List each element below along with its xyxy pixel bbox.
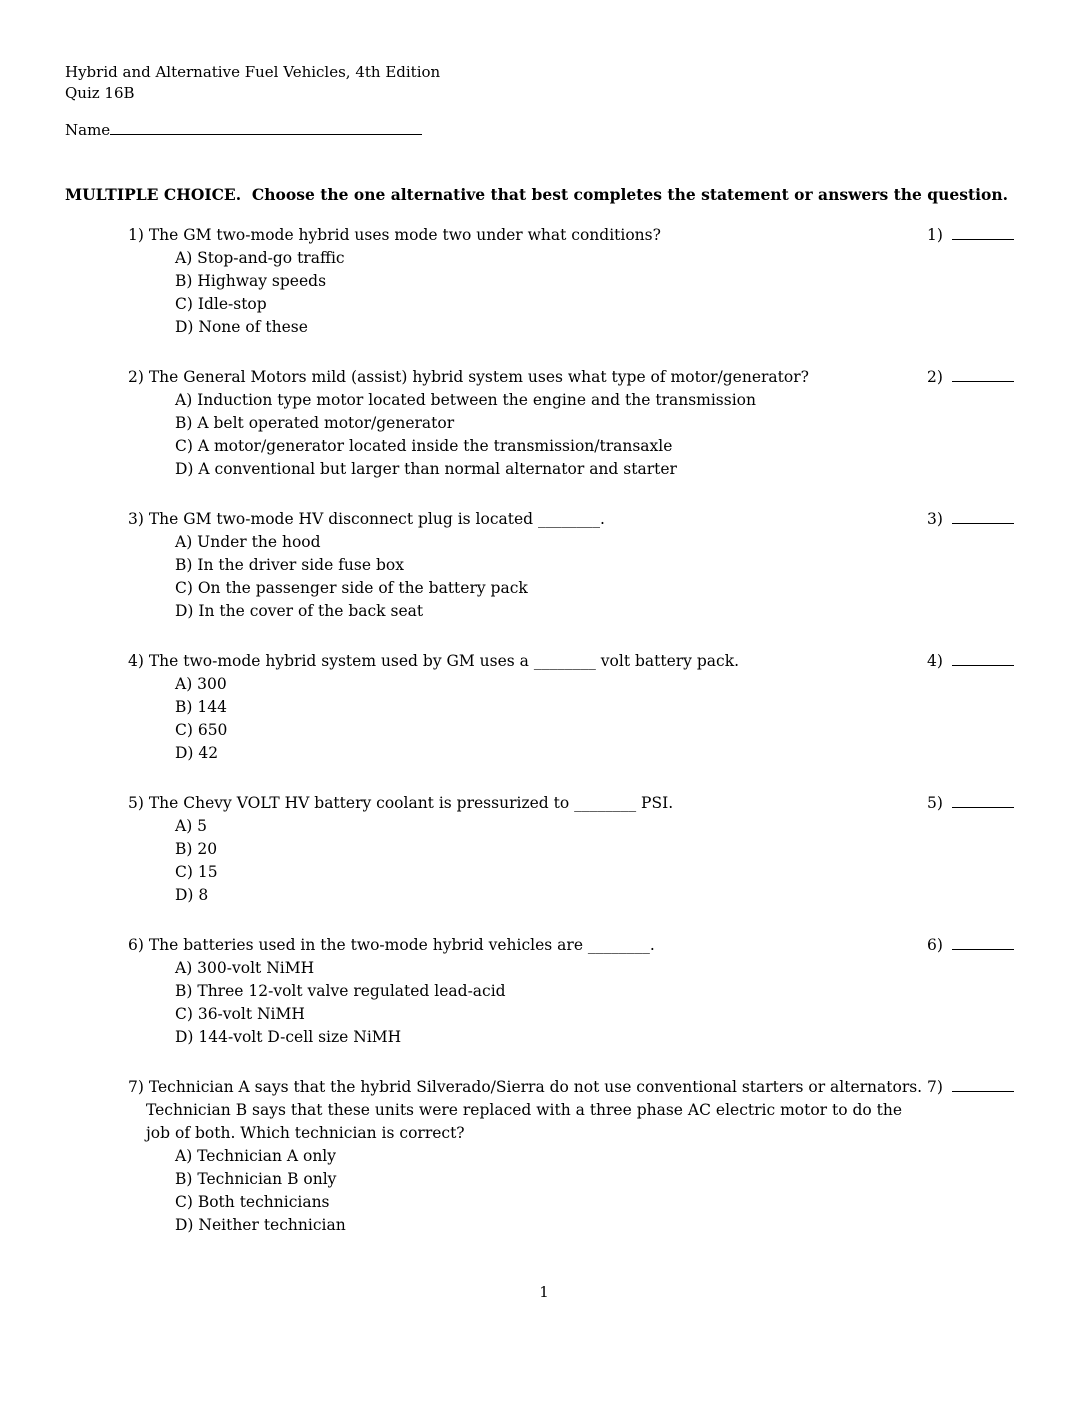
answer-slot (927, 934, 1023, 1049)
choice-option: A) 300-volt NiMH (175, 959, 315, 977)
choice-option: D) Neither technician (175, 1216, 346, 1234)
question-content (65, 224, 927, 339)
choice-option: C) 650 (175, 721, 228, 739)
question-content (65, 366, 927, 481)
choice-option: B) Technician B only (175, 1170, 337, 1188)
answer-slot (927, 650, 1023, 765)
choice-option: A) 300 (175, 675, 227, 693)
choices-list (128, 247, 927, 339)
question-block-5 (65, 792, 1023, 907)
answer-blank[interactable] (952, 1079, 1014, 1092)
question-content (65, 1076, 927, 1237)
answer-number: 7) (927, 1078, 943, 1096)
answer-slot (927, 366, 1023, 481)
choice-option: B) A belt operated motor/generator (175, 414, 455, 432)
questions-list (65, 224, 1023, 1237)
answer-blank[interactable] (952, 511, 1014, 524)
answer-slot (927, 508, 1023, 623)
choice-option: D) 42 (175, 744, 219, 762)
name-blank[interactable] (110, 121, 422, 135)
question-text: 5) The Chevy VOLT HV battery coolant is pressurized to ________ PSI. (128, 794, 674, 812)
choices-list (128, 673, 927, 765)
answer-number: 5) (927, 794, 943, 812)
choice-option: A) 5 (175, 817, 208, 835)
question-block-7 (65, 1076, 1023, 1237)
choice-option: B) In the driver side fuse box (175, 556, 404, 574)
choice-option: C) 15 (175, 863, 218, 881)
question-content (65, 508, 927, 623)
choice-option: A) Induction type motor located between the engine and the transmission (175, 391, 756, 409)
question-block-6 (65, 934, 1023, 1049)
choice-option: D) In the cover of the back seat (175, 602, 424, 620)
question-text: 6) The batteries used in the two-mode hybrid vehicles are ________. (128, 936, 655, 954)
question-block-3 (65, 508, 1023, 623)
choice-option: B) 20 (175, 840, 218, 858)
answer-blank[interactable] (952, 369, 1014, 382)
name-label: Name (65, 121, 111, 139)
question-block-1 (65, 224, 1023, 339)
question-text: 7) Technician A says that the hybrid Silverado/Sierra do not use conventional starters or alternators. Technician B says that these units were replaced with a three phase AC electric motor to do the job of both. Which technician is correct? (128, 1078, 923, 1142)
answer-number: 4) (927, 652, 943, 670)
choices-list (128, 1145, 927, 1237)
answer-slot (927, 1076, 1023, 1237)
quiz-title: Quiz 16B (65, 84, 135, 102)
choices-list (128, 957, 927, 1049)
choice-option: A) Stop-and-go traffic (175, 249, 345, 267)
answer-number: 3) (927, 510, 943, 528)
question-content (65, 792, 927, 907)
answer-slot (927, 224, 1023, 339)
answer-number: 1) (927, 226, 943, 244)
name-row (65, 120, 1023, 140)
answer-number: 6) (927, 936, 943, 954)
document-header (65, 62, 1023, 104)
choice-option: D) A conventional but larger than normal alternator and starter (175, 460, 677, 478)
choice-option: A) Under the hood (175, 533, 321, 551)
choice-option: D) 144-volt D-cell size NiMH (175, 1028, 402, 1046)
choice-option: D) 8 (175, 886, 209, 904)
choice-option: C) Both technicians (175, 1193, 330, 1211)
choice-option: C) On the passenger side of the battery pack (175, 579, 528, 597)
choice-option: A) Technician A only (175, 1147, 337, 1165)
choice-option: B) Three 12-volt valve regulated lead-acid (175, 982, 506, 1000)
question-text: 4) The two-mode hybrid system used by GM uses a ________ volt battery pack. (128, 652, 740, 670)
answer-slot (927, 792, 1023, 907)
choice-option: C) A motor/generator located inside the transmission/transaxle (175, 437, 673, 455)
question-text: 2) The General Motors mild (assist) hybrid system uses what type of motor/generator? (128, 368, 809, 386)
choice-option: C) Idle-stop (175, 295, 267, 313)
question-content (65, 934, 927, 1049)
answer-blank[interactable] (952, 227, 1014, 240)
choice-option: B) Highway speeds (175, 272, 327, 290)
answer-blank[interactable] (952, 795, 1014, 808)
answer-blank[interactable] (952, 653, 1014, 666)
section-heading: MULTIPLE CHOICE. Choose the one alternative that best completes the statement or answers the question. (65, 185, 1009, 204)
question-block-4 (65, 650, 1023, 765)
page-number: 1 (539, 1283, 549, 1301)
answer-number: 2) (927, 368, 943, 386)
choice-option: D) None of these (175, 318, 308, 336)
question-text: 3) The GM two-mode HV disconnect plug is located ________. (128, 510, 605, 528)
book-title: Hybrid and Alternative Fuel Vehicles, 4th Edition (65, 63, 441, 81)
choices-list (128, 815, 927, 907)
choice-option: B) 144 (175, 698, 227, 716)
answer-blank[interactable] (952, 937, 1014, 950)
choice-option: C) 36-volt NiMH (175, 1005, 305, 1023)
question-text: 1) The GM two-mode hybrid uses mode two under what conditions? (128, 226, 661, 244)
choices-list (128, 389, 927, 481)
question-block-2 (65, 366, 1023, 481)
choices-list (128, 531, 927, 623)
question-content (65, 650, 927, 765)
